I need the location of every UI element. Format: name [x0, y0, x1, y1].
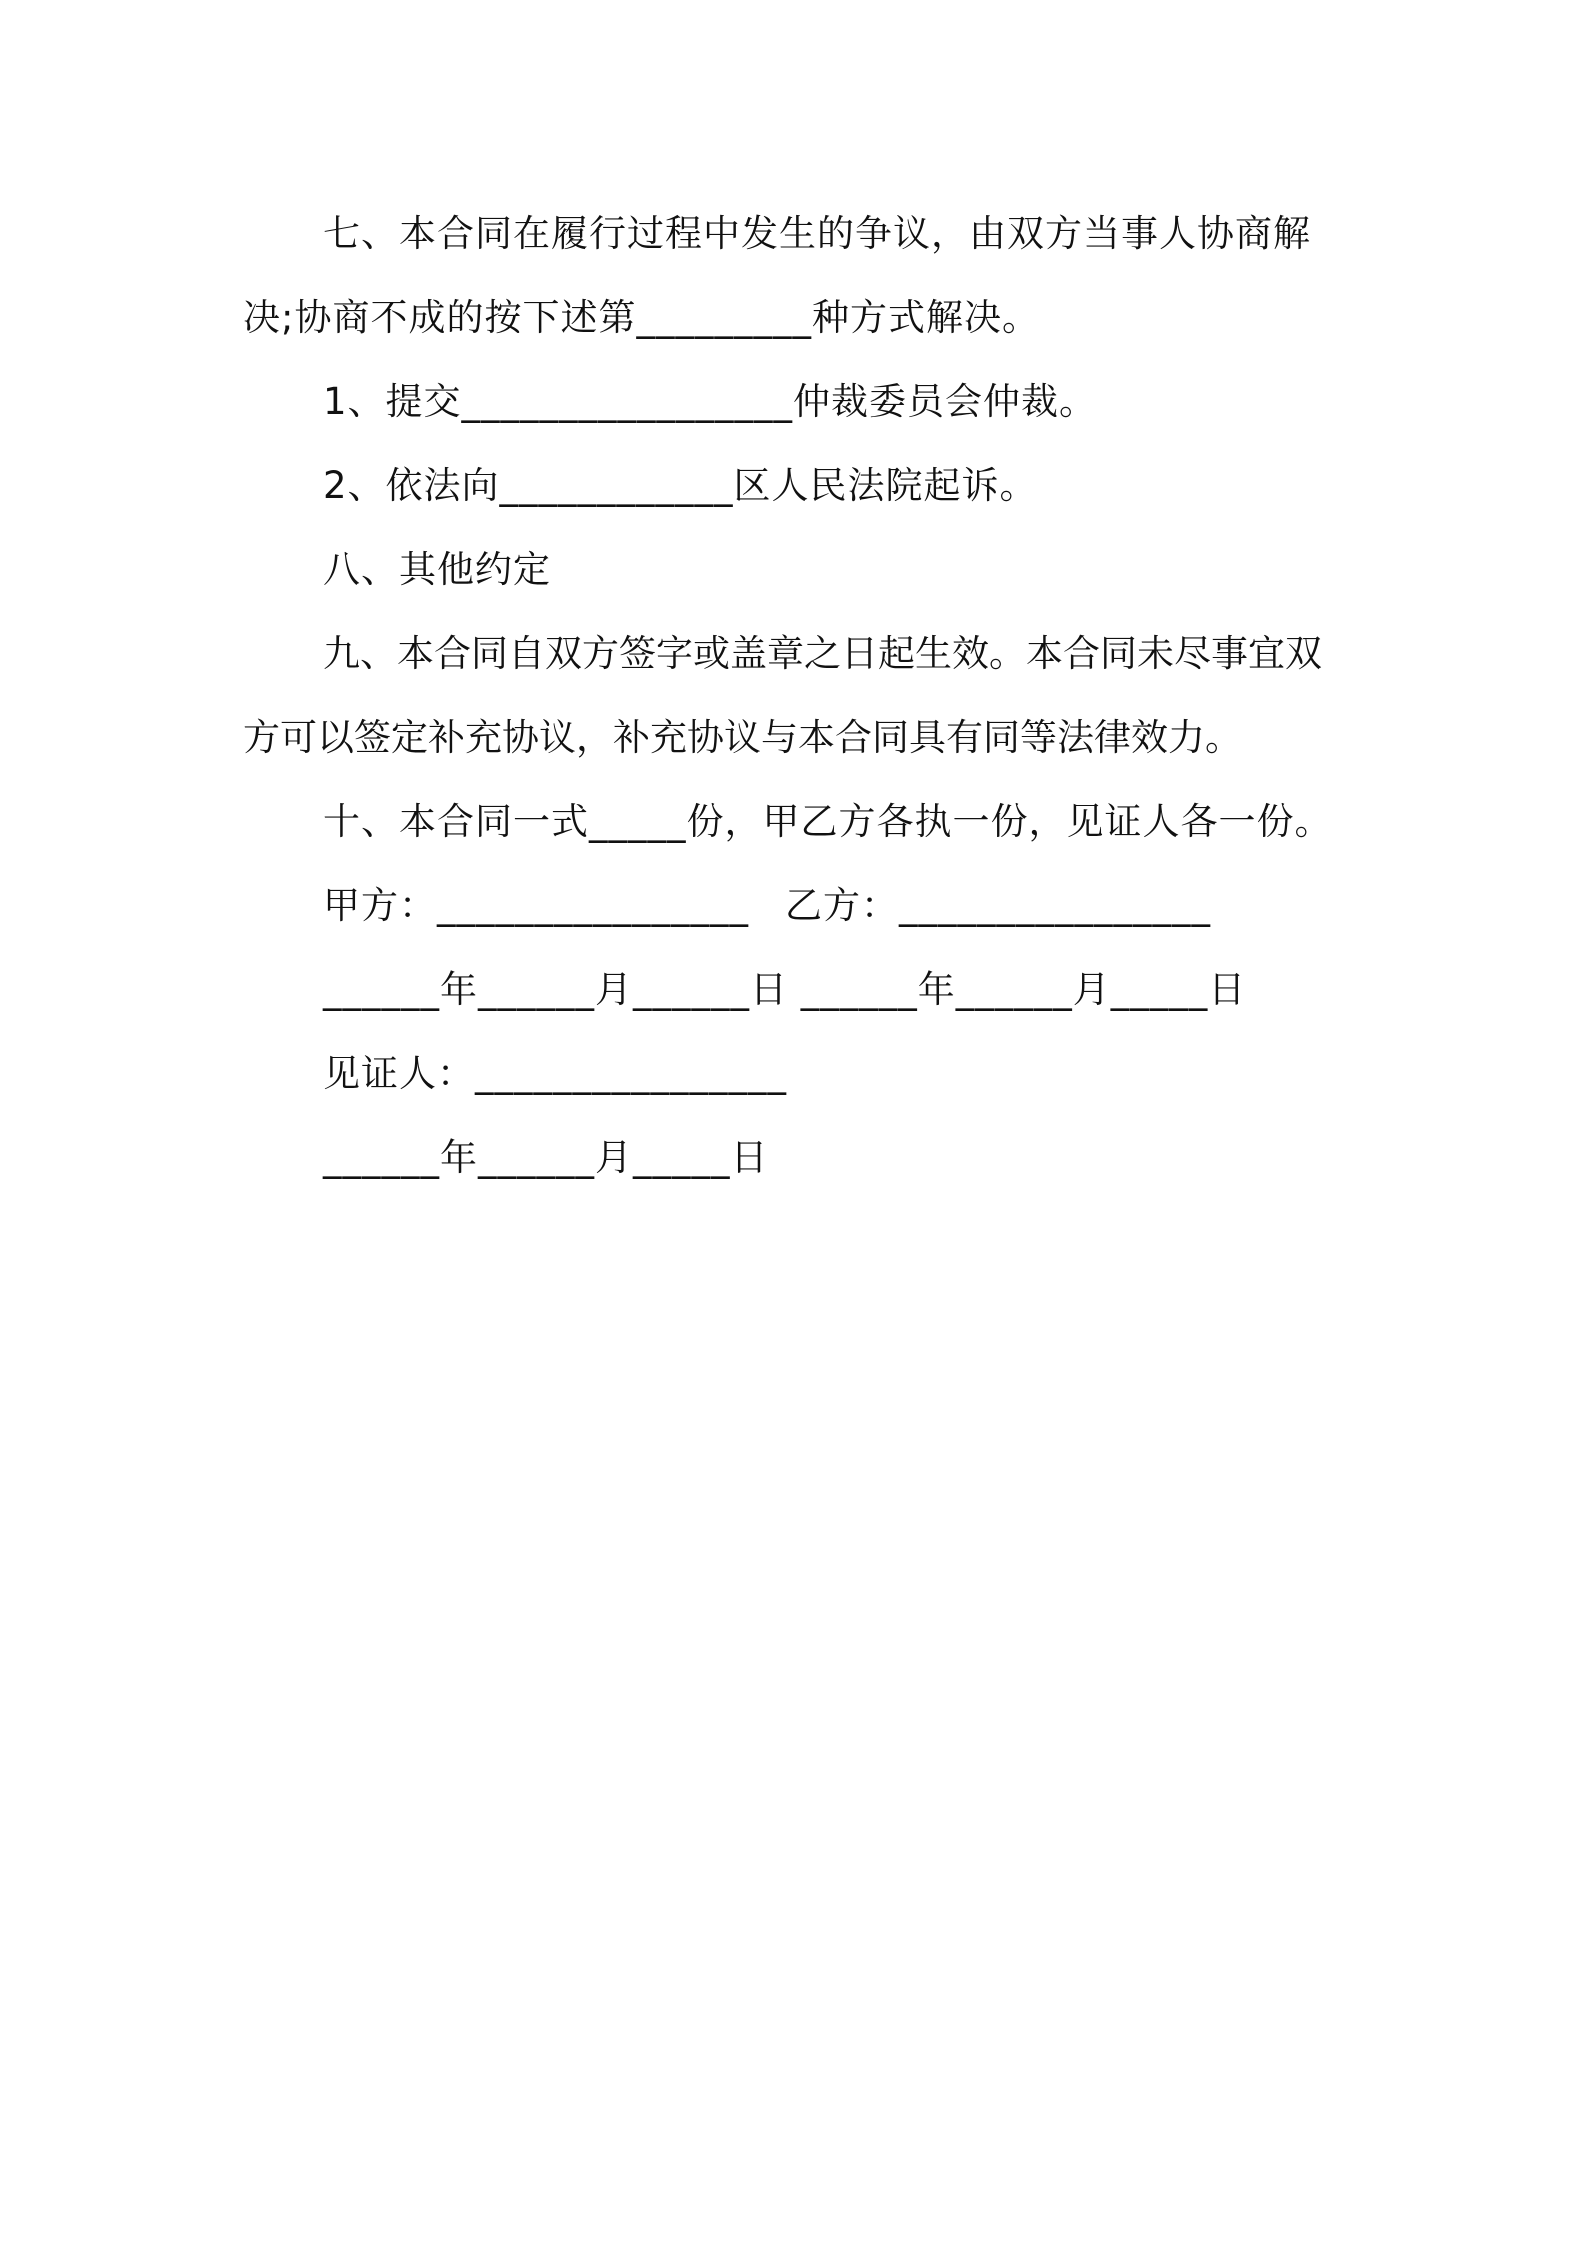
clause-seven-option-1: 1、提交_________________仲裁委员会仲裁。	[323, 380, 1098, 423]
witness-date: ______年______月_____日	[323, 1136, 769, 1179]
clause-ten: 十、本合同一式_____份，甲乙方各执一份，见证人各一份。	[323, 800, 1333, 843]
party-dates: ______年______月______日 ______年______月_____日	[323, 968, 1247, 1011]
party-a-signature: 甲方：________________	[323, 884, 749, 927]
witness-signature: 见证人：________________	[323, 1052, 787, 1095]
clause-seven: 七、本合同在履行过程中发生的争议，由双方当事人协商解决;协商不成的按下述第_________种方式解决。	[243, 212, 1311, 339]
clause-nine: 九、本合同自双方签字或盖章之日起生效。本合同未尽事宜双方可以签定补充协议，补充协议与本合同具有同等法律效力。	[243, 632, 1322, 759]
party-b-signature: 乙方：________________	[785, 884, 1211, 927]
contract-body	[243, 192, 1355, 1200]
clause-eight: 八、其他约定	[323, 548, 551, 591]
party-signature-row	[243, 864, 1355, 948]
clause-seven-option-2: 2、依法向____________区人民法院起诉。	[323, 464, 1038, 507]
